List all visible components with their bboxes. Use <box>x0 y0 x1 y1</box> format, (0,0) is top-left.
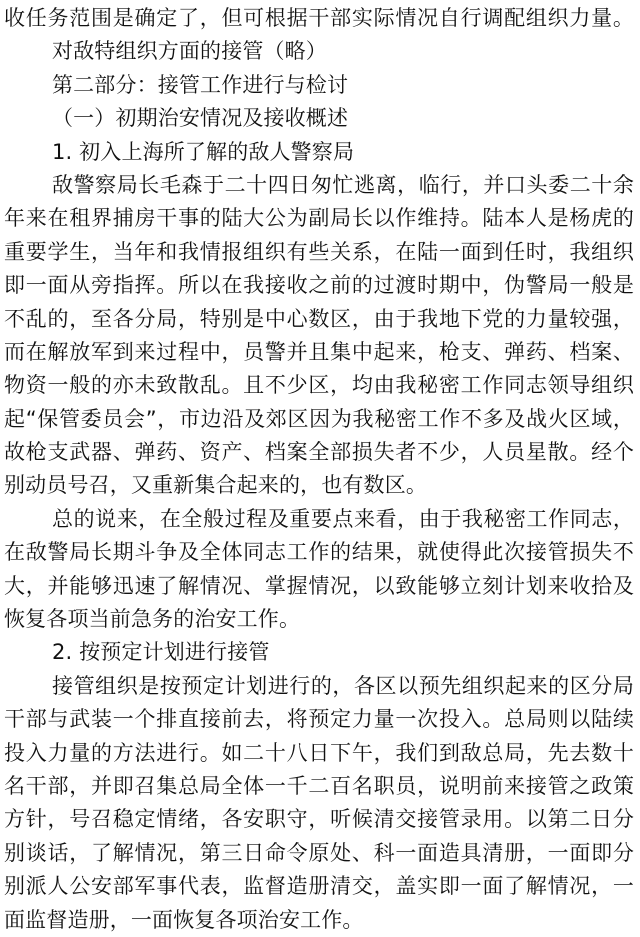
text-line: 在敌警局长期斗争及全体同志工作的结果，就使得此次接管损失不 <box>4 540 634 565</box>
text-line: 投入力量的方法进行。如二十八日下午，我们到敌总局，先去数十 <box>4 740 634 765</box>
text-line: 故枪支武器、弹药、资产、档案全部损失者不少，人员星散。经个 <box>4 440 634 465</box>
text-line: 年来在租界捕房干事的陆大公为副局长以作维持。陆本人是杨虎的 <box>4 206 634 231</box>
text-line: 收任务范围是确定了，但可根据干部实际情况自行调配组织力量。 <box>4 6 634 30</box>
text-line: 总的说来，在全般过程及重要点来看，由于我秘密工作同志， <box>52 506 634 531</box>
text-line: 接管组织是按预定计划进行的，各区以预先组织起来的区分局 <box>52 673 634 698</box>
subsection-heading: （一）初期治安情况及接收概述 <box>52 106 349 131</box>
text-line: 面监督造册，一面恢复各项治安工作。 <box>4 907 364 932</box>
text-line: 不乱的，至各分局，特别是中心数区，由于我地下党的力量较强， <box>4 306 634 331</box>
text-line: 对敌特组织方面的接管（略） <box>52 39 327 64</box>
item-heading: 2. 按预定计划进行接管 <box>52 640 270 665</box>
text-line: 重要学生，当年和我情报组织有些关系，在陆一面到任时，我组织 <box>4 239 634 264</box>
text-line: 大，并能够迅速了解情况、掌握情况，以致能够立刻计划来收拾及 <box>4 573 634 598</box>
text-line: 别派人公安部军事代表，监督造册清交，盖实即一面了解情况，一 <box>4 874 634 899</box>
text-line: 干部与武装一个排直接前去，将预定力量一次投入。总局则以陆续 <box>4 707 634 732</box>
text-line: 别动员号召，又重新集合起来的，也有数区。 <box>4 473 427 498</box>
text-line: 物资一般的亦未致散乱。且不少区，均由我秘密工作同志领导组织 <box>4 373 634 398</box>
text-line: 别谈话，了解情况，第三日命令原处、科一面造具清册，一面即分 <box>4 840 634 865</box>
item-heading: 1. 初入上海所了解的敌人警察局 <box>52 139 355 164</box>
text-line: 而在解放军到来过程中，员警并且集中起来，枪支、弹药、档案、 <box>4 339 634 364</box>
text-line: 起“保管委员会”，市边沿及郊区因为我秘密工作不多及战火区域， <box>4 406 634 431</box>
text-line: 方针，号召稳定情绪，各安职守，听候清交接管录用。以第二日分 <box>4 807 634 832</box>
section-heading: 第二部分：接管工作进行与检讨 <box>52 72 349 97</box>
text-line: 恢复各项当前急务的治安工作。 <box>4 607 301 632</box>
text-line: 名干部，并即召集总局全体一千二百名职员，说明前来接管之政策 <box>4 773 634 798</box>
text-line: 即一面从旁指挥。所以在我接收之前的过渡时期中，伪警局一般是 <box>4 273 634 298</box>
text-line: 敌警察局长毛森于二十四日匆忙逃离，临行，并口头委二十余 <box>52 172 634 197</box>
